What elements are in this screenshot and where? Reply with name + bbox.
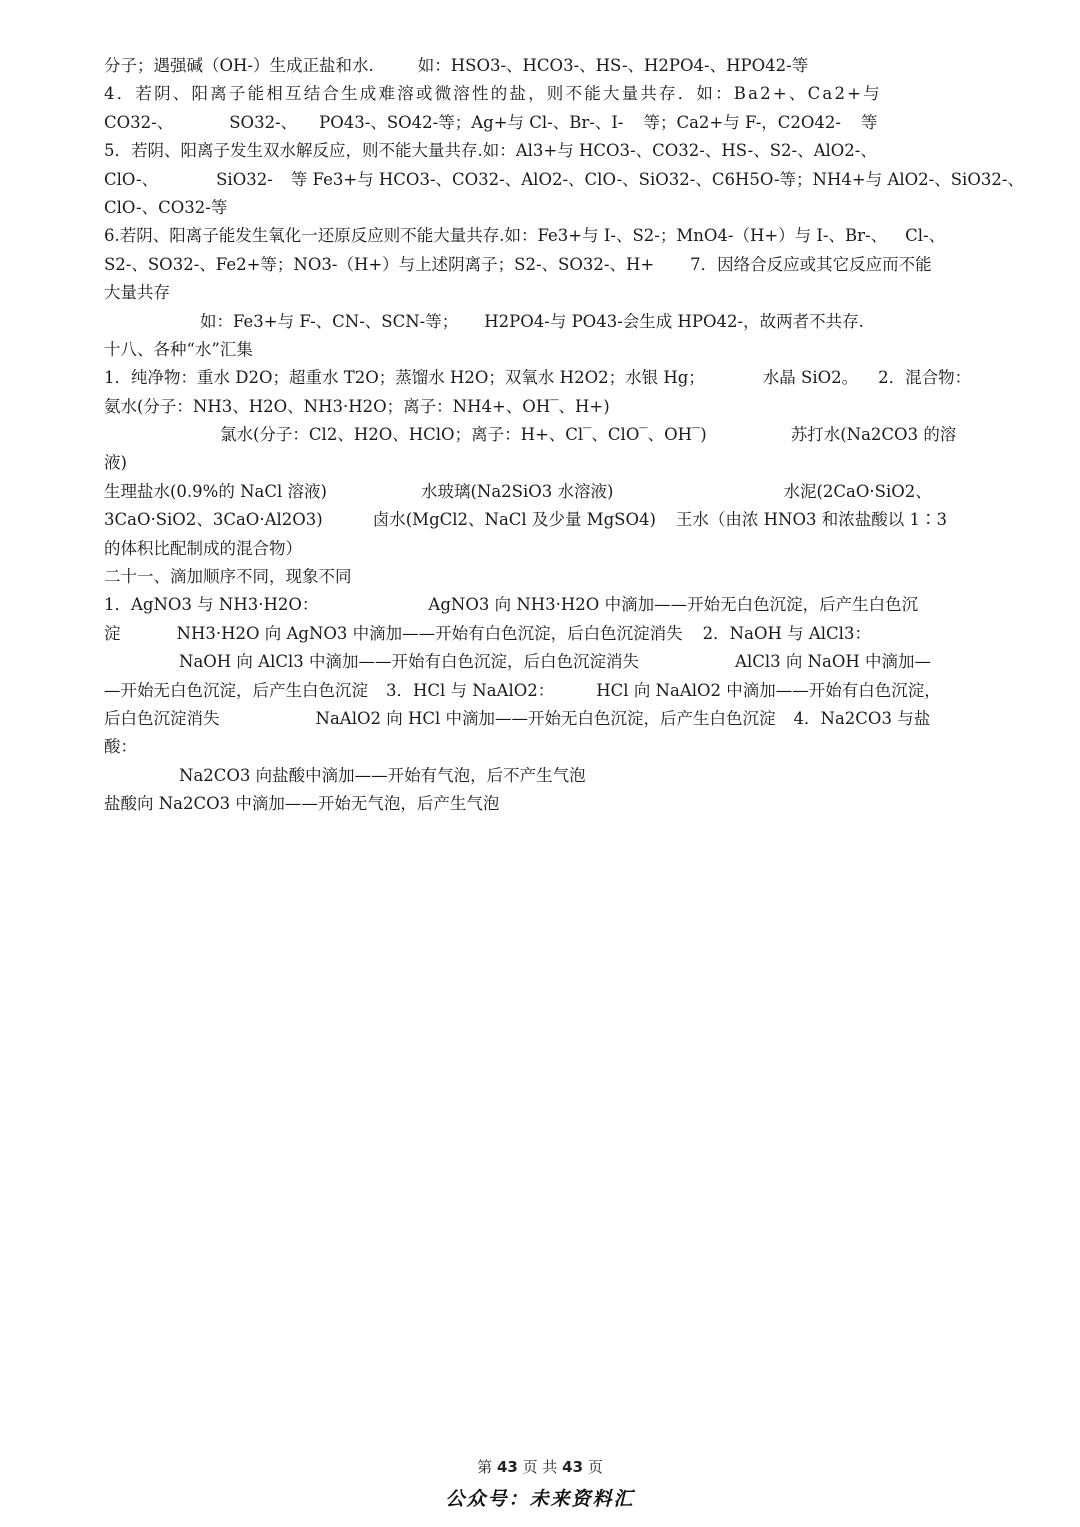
text-line: 分子；遇强碱（OH-）生成正盐和水. 如：HSO3-、HCO3-、HS-、H2PO4-、HPO42-等 <box>104 56 809 75</box>
text-line: 后白色沉淀消失 NaAlO2 向 HCl 中滴加——开始无白色沉淀，后产生白色沉淀 4．Na2CO3 与盐 <box>104 708 931 728</box>
text-line: 盐酸向 Na2CO3 中滴加——开始无气泡，后产生气泡 <box>104 794 500 814</box>
text-line: NaOH 向 AlCl3 中滴加——开始有白色沉淀，后白色沉淀消失 AlCl3 向 NaOH 中滴加— <box>179 652 932 672</box>
text-line: 1．纯净物：重水 D2O；超重水 T2O；蒸馏水 H2O；双氧水 H2O2；水银 Hg； 水晶 SiO2。 2．混合物： <box>104 368 972 388</box>
text-line: 6.若阴、阳离子能发生氧化一还原反应则不能大量共存.如：Fe3+与 I-、S2-；MnO4-（H+）与 I-、Br-、 Cl-、 <box>104 226 946 246</box>
section-heading: 二十一、滴加顺序不同，现象不同 <box>104 567 352 587</box>
section-heading: 十八、各种“水”汇集 <box>104 339 253 359</box>
total-pages: 43 <box>562 1458 584 1476</box>
current-page: 43 <box>496 1458 518 1476</box>
text-line: 生理盐水(0.9%的 NaCl 溶液) 水玻璃(Na2SiO3 水溶液) 水泥(2CaO·SiO2、 <box>104 481 932 501</box>
text-line: ClO-、CO32-等 <box>104 197 228 217</box>
footer-brand: 公众号：未来资料汇 <box>445 1488 635 1510</box>
text-line: 液) <box>104 453 127 473</box>
text-line: S2-、SO32-、Fe2+等；NO3-（H+）与上述阴离子；S2-、SO32-、H+ 7．因络合反应或其它反应而不能 <box>104 254 932 274</box>
text-line: 氯水(分子：Cl2、H2O、HClO；离子：H+、Cl‾、ClO‾、OH‾) 苏打水(Na2CO3 的溶 <box>220 425 957 445</box>
text-line: ClO-、 SiO32- 等 Fe3+与 HCO3-、CO32-、AlO2-、ClO-、SiO32-、C6H5O-等；NH4+与 AlO2-、SiO32-、 <box>104 169 1024 189</box>
text-line: 氨水(分子：NH3、H2O、NH3·H2O；离子：NH4+、OH‾、H+) <box>104 396 610 416</box>
text-line: 4．若阴、阳离子能相互结合生成难溶或微溶性的盐，则不能大量共存．如：Ba2+、Ca2+与 <box>104 84 882 104</box>
text-line: 1．AgNO3 与 NH3·H2O： AgNO3 向 NH3·H2O 中滴加——开始无白色沉淀，后产生白色沉 <box>104 595 919 615</box>
text-line: 大量共存 <box>104 283 170 303</box>
text-line: 酸： <box>104 737 137 757</box>
page-number: 第 43 页 共 43 页 <box>477 1458 603 1476</box>
text-line: 淀 NH3·H2O 向 AgNO3 中滴加——开始有白色沉淀，后白色沉淀消失 2．NaOH 与 AlCl3： <box>104 623 871 643</box>
text-line: 的体积比配制成的混合物） <box>104 538 302 558</box>
text-line: 如：Fe3+与 F-、CN-、SCN-等； H2PO4-与 PO43-会生成 HPO42-，故两者不共存. <box>200 311 864 331</box>
text-line: —开始无白色沉淀，后产生白色沉淀 3．HCl 与 NaAlO2： HCl 向 NaAlO2 中滴加——开始有白色沉淀， <box>104 680 941 700</box>
document-body <box>104 52 1024 819</box>
text-line: CO32-、 SO32-、 PO43-、SO42-等；Ag+与 Cl-、Br-、I- 等；Ca2+与 F-，C2O42- 等 <box>104 112 878 132</box>
text-line: 3CaO·SiO2、3CaO·Al2O3) 卤水(MgCl2、NaCl 及少量 MgSO4) 王水（由浓 HNO3 和浓盐酸以 1∶3 <box>104 510 948 530</box>
text-line: Na2CO3 向盐酸中滴加——开始有气泡，后不产生气泡 <box>179 765 586 785</box>
text-line: 5．若阴、阳离子发生双水解反应，则不能大量共存.如：Al3+与 HCO3-、CO32-、HS-、S2-、AlO2-、 <box>104 141 877 161</box>
